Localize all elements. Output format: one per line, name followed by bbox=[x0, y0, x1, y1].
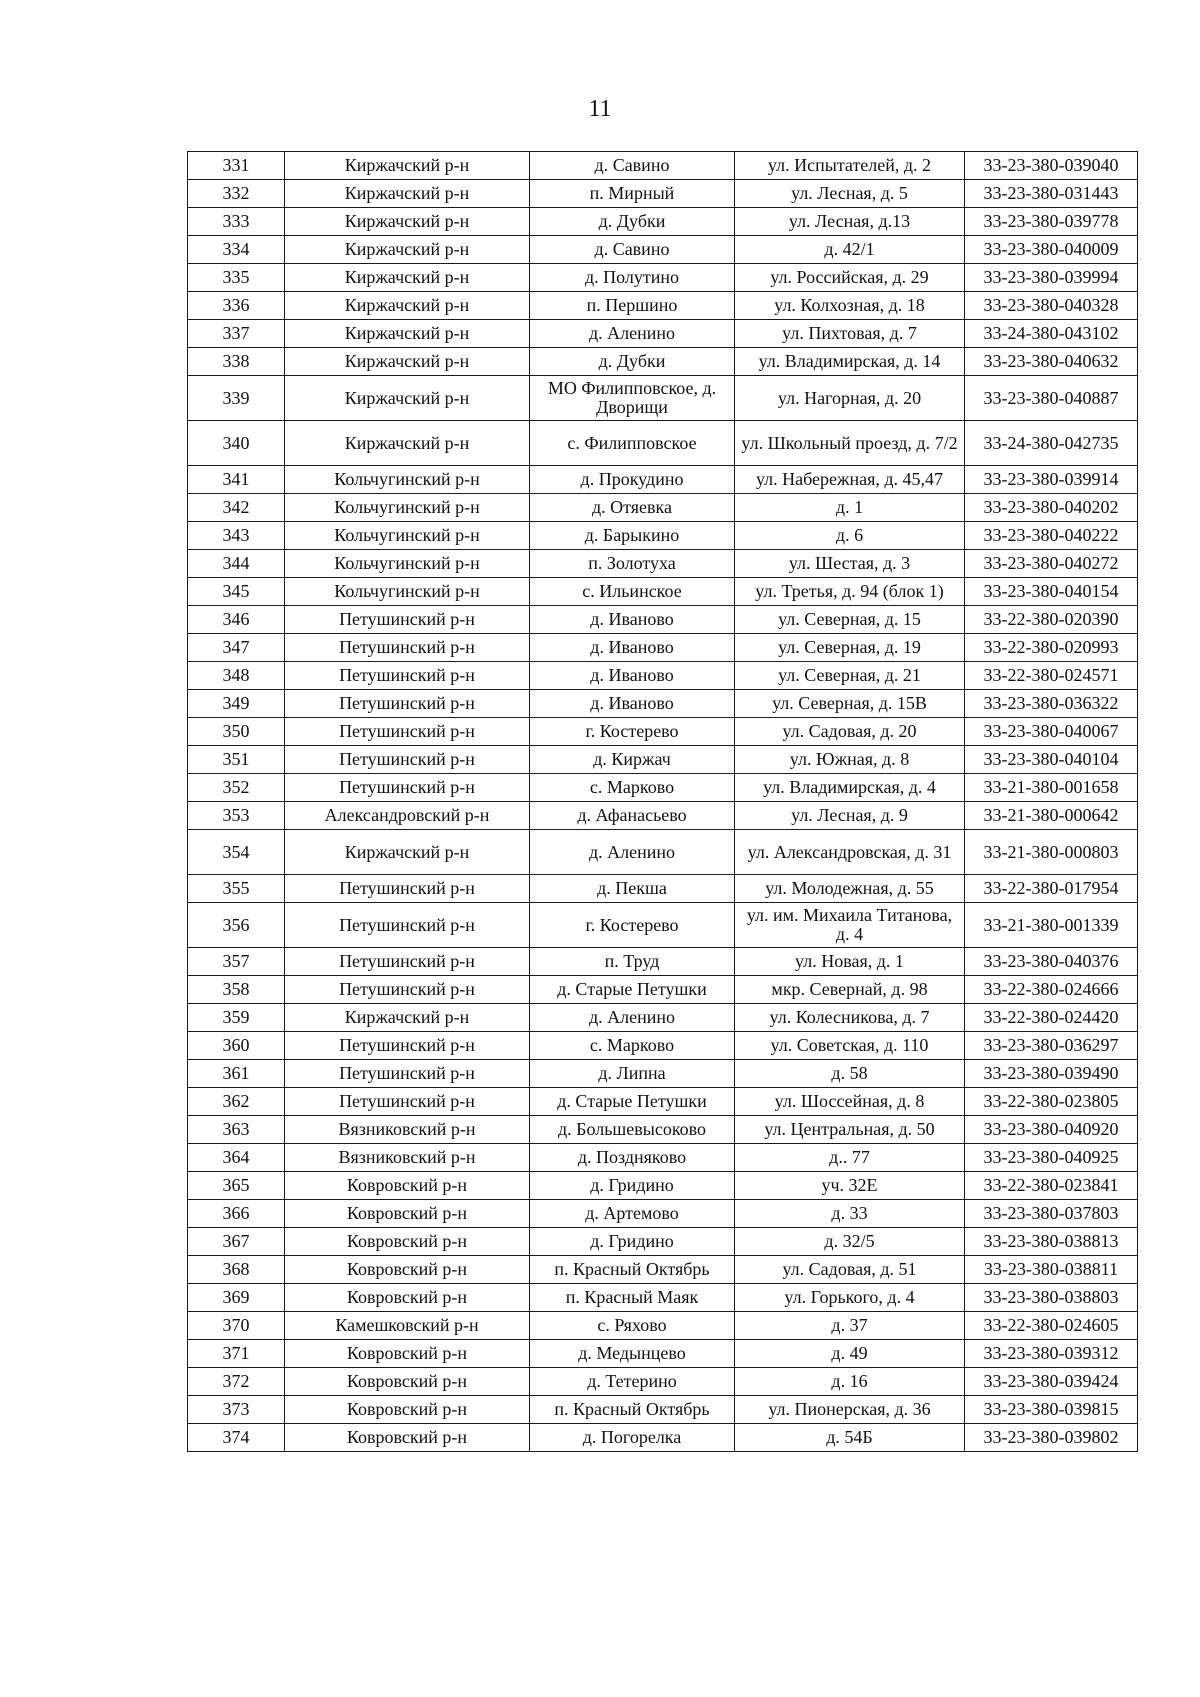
settlement-cell: д. Дубки bbox=[530, 348, 735, 376]
cadastral-number-cell: 33-23-380-040009 bbox=[965, 236, 1138, 264]
address-cell: д. 49 bbox=[735, 1340, 965, 1368]
row-number-cell: 334 bbox=[188, 236, 285, 264]
table-body bbox=[188, 152, 1138, 1452]
district-cell: Ковровский р-н bbox=[285, 1396, 530, 1424]
row-number-cell: 336 bbox=[188, 292, 285, 320]
cadastral-number-cell: 33-22-380-017954 bbox=[965, 875, 1138, 903]
settlement-cell: д. Иваново bbox=[530, 634, 735, 662]
address-cell: ул. Советская, д. 110 bbox=[735, 1032, 965, 1060]
table-row bbox=[188, 1284, 1138, 1312]
district-cell: Петушинский р-н bbox=[285, 875, 530, 903]
page-number: 11 bbox=[588, 96, 612, 122]
address-cell: ул. Садовая, д. 20 bbox=[735, 718, 965, 746]
table-row bbox=[188, 802, 1138, 830]
address-cell: мкр. Севернай, д. 98 bbox=[735, 976, 965, 1004]
row-number-cell: 340 bbox=[188, 421, 285, 466]
cadastral-number-cell: 33-23-380-039490 bbox=[965, 1060, 1138, 1088]
district-cell: Киржачский р-н bbox=[285, 292, 530, 320]
row-number-cell: 366 bbox=[188, 1200, 285, 1228]
district-cell: Ковровский р-н bbox=[285, 1228, 530, 1256]
district-cell: Петушинский р-н bbox=[285, 662, 530, 690]
cadastral-number-cell: 33-23-380-040222 bbox=[965, 522, 1138, 550]
table-row bbox=[188, 578, 1138, 606]
table-row bbox=[188, 948, 1138, 976]
table-row bbox=[188, 875, 1138, 903]
settlement-cell: д. Иваново bbox=[530, 690, 735, 718]
cadastral-number-cell: 33-23-380-040632 bbox=[965, 348, 1138, 376]
settlement-cell: д. Медынцево bbox=[530, 1340, 735, 1368]
district-cell: Петушинский р-н bbox=[285, 634, 530, 662]
row-number-cell: 348 bbox=[188, 662, 285, 690]
district-cell: Киржачский р-н bbox=[285, 152, 530, 180]
row-number-cell: 355 bbox=[188, 875, 285, 903]
cadastral-number-cell: 33-23-380-040925 bbox=[965, 1144, 1138, 1172]
district-cell: Петушинский р-н bbox=[285, 948, 530, 976]
row-number-cell: 337 bbox=[188, 320, 285, 348]
district-cell: Киржачский р-н bbox=[285, 320, 530, 348]
settlement-cell: п. Красный Октябрь bbox=[530, 1396, 735, 1424]
address-cell: д. 58 bbox=[735, 1060, 965, 1088]
settlement-cell: д. Барыкино bbox=[530, 522, 735, 550]
settlement-cell: д. Старые Петушки bbox=[530, 976, 735, 1004]
settlement-cell: п. Красный Октябрь bbox=[530, 1256, 735, 1284]
table-row bbox=[188, 1200, 1138, 1228]
settlement-cell: с. Ряхово bbox=[530, 1312, 735, 1340]
cadastral-number-cell: 33-23-380-031443 bbox=[965, 180, 1138, 208]
table-row bbox=[188, 1228, 1138, 1256]
settlement-cell: д. Аленино bbox=[530, 320, 735, 348]
table-row bbox=[188, 1116, 1138, 1144]
address-cell: уч. 32Е bbox=[735, 1172, 965, 1200]
address-cell: ул. Молодежная, д. 55 bbox=[735, 875, 965, 903]
settlement-cell: МО Филипповское, д. Дворищи bbox=[530, 376, 735, 421]
table-row bbox=[188, 1032, 1138, 1060]
table-row bbox=[188, 292, 1138, 320]
cadastral-number-cell: 33-23-380-040067 bbox=[965, 718, 1138, 746]
cadastral-number-cell: 33-22-380-024666 bbox=[965, 976, 1138, 1004]
cadastral-number-cell: 33-23-380-037803 bbox=[965, 1200, 1138, 1228]
row-number-cell: 371 bbox=[188, 1340, 285, 1368]
cadastral-number-cell: 33-23-380-040920 bbox=[965, 1116, 1138, 1144]
table-row bbox=[188, 1424, 1138, 1452]
address-cell: д. 16 bbox=[735, 1368, 965, 1396]
cadastral-number-cell: 33-23-380-039424 bbox=[965, 1368, 1138, 1396]
table-row bbox=[188, 634, 1138, 662]
district-cell: Камешковский р-н bbox=[285, 1312, 530, 1340]
table-row bbox=[188, 264, 1138, 292]
district-cell: Киржачский р-н bbox=[285, 208, 530, 236]
cadastral-number-cell: 33-23-380-039040 bbox=[965, 152, 1138, 180]
table-row bbox=[188, 1060, 1138, 1088]
table-row bbox=[188, 662, 1138, 690]
table-row bbox=[188, 180, 1138, 208]
address-cell: д. 1 bbox=[735, 494, 965, 522]
cadastral-number-cell: 33-24-380-043102 bbox=[965, 320, 1138, 348]
settlement-cell: д. Иваново bbox=[530, 606, 735, 634]
district-cell: Кольчугинский р-н bbox=[285, 522, 530, 550]
settlement-cell: д. Аленино bbox=[530, 1004, 735, 1032]
address-cell: ул. Шоссейная, д. 8 bbox=[735, 1088, 965, 1116]
cadastral-number-cell: 33-23-380-039312 bbox=[965, 1340, 1138, 1368]
cadastral-number-cell: 33-21-380-001658 bbox=[965, 774, 1138, 802]
table-row bbox=[188, 466, 1138, 494]
row-number-cell: 369 bbox=[188, 1284, 285, 1312]
table-row bbox=[188, 1312, 1138, 1340]
cadastral-number-cell: 33-23-380-038803 bbox=[965, 1284, 1138, 1312]
row-number-cell: 349 bbox=[188, 690, 285, 718]
table-row bbox=[188, 1340, 1138, 1368]
cadastral-number-cell: 33-23-380-040202 bbox=[965, 494, 1138, 522]
cadastral-number-cell: 33-23-380-039778 bbox=[965, 208, 1138, 236]
district-cell: Киржачский р-н bbox=[285, 830, 530, 875]
cadastral-number-cell: 33-23-380-039815 bbox=[965, 1396, 1138, 1424]
settlement-cell: д. Аленино bbox=[530, 830, 735, 875]
table-row bbox=[188, 348, 1138, 376]
row-number-cell: 338 bbox=[188, 348, 285, 376]
address-cell: д. 32/5 bbox=[735, 1228, 965, 1256]
district-cell: Кольчугинский р-н bbox=[285, 466, 530, 494]
row-number-cell: 346 bbox=[188, 606, 285, 634]
row-number-cell: 353 bbox=[188, 802, 285, 830]
address-cell: ул. Колхозная, д. 18 bbox=[735, 292, 965, 320]
cadastral-number-cell: 33-21-380-000803 bbox=[965, 830, 1138, 875]
district-cell: Ковровский р-н bbox=[285, 1172, 530, 1200]
district-cell: Киржачский р-н bbox=[285, 421, 530, 466]
district-cell: Киржачский р-н bbox=[285, 1004, 530, 1032]
address-cell: ул. Пионерская, д. 36 bbox=[735, 1396, 965, 1424]
cadastral-number-cell: 33-22-380-024571 bbox=[965, 662, 1138, 690]
cadastral-number-cell: 33-23-380-040272 bbox=[965, 550, 1138, 578]
district-cell: Ковровский р-н bbox=[285, 1284, 530, 1312]
row-number-cell: 333 bbox=[188, 208, 285, 236]
settlement-cell: д. Киржач bbox=[530, 746, 735, 774]
table-row bbox=[188, 320, 1138, 348]
cadastral-number-cell: 33-23-380-038811 bbox=[965, 1256, 1138, 1284]
address-cell: ул. Испытателей, д. 2 bbox=[735, 152, 965, 180]
settlement-cell: г. Костерево bbox=[530, 903, 735, 948]
district-cell: Петушинский р-н bbox=[285, 903, 530, 948]
settlement-cell: д. Иваново bbox=[530, 662, 735, 690]
address-cell: ул. Александровская, д. 31 bbox=[735, 830, 965, 875]
address-cell: ул. Нагорная, д. 20 bbox=[735, 376, 965, 421]
address-cell: ул. Лесная, д.13 bbox=[735, 208, 965, 236]
settlement-cell: д. Старые Петушки bbox=[530, 1088, 735, 1116]
row-number-cell: 345 bbox=[188, 578, 285, 606]
table-row bbox=[188, 830, 1138, 875]
cadastral-number-cell: 33-23-380-038813 bbox=[965, 1228, 1138, 1256]
settlement-cell: п. Першино bbox=[530, 292, 735, 320]
address-cell: ул. Лесная, д. 5 bbox=[735, 180, 965, 208]
row-number-cell: 350 bbox=[188, 718, 285, 746]
district-cell: Петушинский р-н bbox=[285, 746, 530, 774]
cadastral-number-cell: 33-23-380-039802 bbox=[965, 1424, 1138, 1452]
address-cell: ул. Северная, д. 15 bbox=[735, 606, 965, 634]
settlement-cell: д. Артемово bbox=[530, 1200, 735, 1228]
district-cell: Киржачский р-н bbox=[285, 264, 530, 292]
address-cell: д. 54Б bbox=[735, 1424, 965, 1452]
table-row bbox=[188, 1396, 1138, 1424]
district-cell: Ковровский р-н bbox=[285, 1200, 530, 1228]
address-cell: ул. Российская, д. 29 bbox=[735, 264, 965, 292]
address-cell: ул. Владимирская, д. 4 bbox=[735, 774, 965, 802]
cadastral-number-cell: 33-22-380-023805 bbox=[965, 1088, 1138, 1116]
address-cell: д. 33 bbox=[735, 1200, 965, 1228]
address-cell: д. 37 bbox=[735, 1312, 965, 1340]
row-number-cell: 335 bbox=[188, 264, 285, 292]
district-cell: Ковровский р-н bbox=[285, 1368, 530, 1396]
cadastral-number-cell: 33-24-380-042735 bbox=[965, 421, 1138, 466]
district-cell: Петушинский р-н bbox=[285, 976, 530, 1004]
row-number-cell: 341 bbox=[188, 466, 285, 494]
row-number-cell: 373 bbox=[188, 1396, 285, 1424]
cadastral-number-cell: 33-23-380-040376 bbox=[965, 948, 1138, 976]
district-cell: Киржачский р-н bbox=[285, 376, 530, 421]
address-cell: д. 6 bbox=[735, 522, 965, 550]
district-cell: Петушинский р-н bbox=[285, 1060, 530, 1088]
row-number-cell: 367 bbox=[188, 1228, 285, 1256]
cadastral-number-cell: 33-22-380-020390 bbox=[965, 606, 1138, 634]
address-cell: ул. Центральная, д. 50 bbox=[735, 1116, 965, 1144]
row-number-cell: 364 bbox=[188, 1144, 285, 1172]
address-cell: ул. Школьный проезд, д. 7/2 bbox=[735, 421, 965, 466]
table-row bbox=[188, 903, 1138, 948]
row-number-cell: 365 bbox=[188, 1172, 285, 1200]
row-number-cell: 339 bbox=[188, 376, 285, 421]
table-row bbox=[188, 208, 1138, 236]
district-cell: Киржачский р-н bbox=[285, 348, 530, 376]
cadastral-number-cell: 33-23-380-039914 bbox=[965, 466, 1138, 494]
district-cell: Киржачский р-н bbox=[285, 180, 530, 208]
row-number-cell: 354 bbox=[188, 830, 285, 875]
settlement-cell: с. Филипповское bbox=[530, 421, 735, 466]
cadastral-number-cell: 33-21-380-001339 bbox=[965, 903, 1138, 948]
address-cell: ул. Южная, д. 8 bbox=[735, 746, 965, 774]
settlement-cell: г. Костерево bbox=[530, 718, 735, 746]
cadastral-number-cell: 33-22-380-023841 bbox=[965, 1172, 1138, 1200]
table-row bbox=[188, 1172, 1138, 1200]
settlement-cell: п. Труд bbox=[530, 948, 735, 976]
row-number-cell: 357 bbox=[188, 948, 285, 976]
address-cell: д. 42/1 bbox=[735, 236, 965, 264]
table-row bbox=[188, 718, 1138, 746]
district-cell: Петушинский р-н bbox=[285, 606, 530, 634]
row-number-cell: 370 bbox=[188, 1312, 285, 1340]
settlement-cell: п. Красный Маяк bbox=[530, 1284, 735, 1312]
address-cell: ул. Шестая, д. 3 bbox=[735, 550, 965, 578]
row-number-cell: 343 bbox=[188, 522, 285, 550]
district-cell: Вязниковский р-н bbox=[285, 1116, 530, 1144]
district-cell: Петушинский р-н bbox=[285, 1088, 530, 1116]
address-cell: ул. Новая, д. 1 bbox=[735, 948, 965, 976]
district-cell: Кольчугинский р-н bbox=[285, 578, 530, 606]
row-number-cell: 361 bbox=[188, 1060, 285, 1088]
cadastral-number-cell: 33-21-380-000642 bbox=[965, 802, 1138, 830]
cadastral-number-cell: 33-23-380-040104 bbox=[965, 746, 1138, 774]
table-row bbox=[188, 1368, 1138, 1396]
cadastral-number-cell: 33-23-380-040887 bbox=[965, 376, 1138, 421]
address-cell: ул. им. Михаила Титанова, д. 4 bbox=[735, 903, 965, 948]
district-cell: Ковровский р-н bbox=[285, 1256, 530, 1284]
address-cell: д.. 77 bbox=[735, 1144, 965, 1172]
address-cell: ул. Владимирская, д. 14 bbox=[735, 348, 965, 376]
table-row bbox=[188, 494, 1138, 522]
row-number-cell: 331 bbox=[188, 152, 285, 180]
cadastral-number-cell: 33-23-380-036297 bbox=[965, 1032, 1138, 1060]
row-number-cell: 347 bbox=[188, 634, 285, 662]
address-cell: ул. Лесная, д. 9 bbox=[735, 802, 965, 830]
row-number-cell: 351 bbox=[188, 746, 285, 774]
settlement-cell: п. Мирный bbox=[530, 180, 735, 208]
row-number-cell: 356 bbox=[188, 903, 285, 948]
settlement-cell: д. Дубки bbox=[530, 208, 735, 236]
settlement-cell: д. Липна bbox=[530, 1060, 735, 1088]
settlement-cell: д. Савино bbox=[530, 152, 735, 180]
district-cell: Кольчугинский р-н bbox=[285, 494, 530, 522]
row-number-cell: 352 bbox=[188, 774, 285, 802]
address-cell: ул. Северная, д. 19 bbox=[735, 634, 965, 662]
row-number-cell: 344 bbox=[188, 550, 285, 578]
row-number-cell: 342 bbox=[188, 494, 285, 522]
district-cell: Александровский р-н bbox=[285, 802, 530, 830]
row-number-cell: 363 bbox=[188, 1116, 285, 1144]
district-cell: Ковровский р-н bbox=[285, 1340, 530, 1368]
address-cell: ул. Колесникова, д. 7 bbox=[735, 1004, 965, 1032]
table-row bbox=[188, 746, 1138, 774]
row-number-cell: 374 bbox=[188, 1424, 285, 1452]
settlement-cell: д. Полутино bbox=[530, 264, 735, 292]
settlement-cell: д. Савино bbox=[530, 236, 735, 264]
cadastral-number-cell: 33-23-380-039994 bbox=[965, 264, 1138, 292]
settlement-cell: д. Большевысоково bbox=[530, 1116, 735, 1144]
address-cell: ул. Пихтовая, д. 7 bbox=[735, 320, 965, 348]
settlement-cell: д. Поздняково bbox=[530, 1144, 735, 1172]
table-row bbox=[188, 152, 1138, 180]
table-row bbox=[188, 236, 1138, 264]
cadastral-number-cell: 33-23-380-040328 bbox=[965, 292, 1138, 320]
address-cell: ул. Набережная, д. 45,47 bbox=[735, 466, 965, 494]
settlement-cell: с. Ильинское bbox=[530, 578, 735, 606]
district-cell: Вязниковский р-н bbox=[285, 1144, 530, 1172]
settlement-cell: д. Погорелка bbox=[530, 1424, 735, 1452]
row-number-cell: 359 bbox=[188, 1004, 285, 1032]
row-number-cell: 360 bbox=[188, 1032, 285, 1060]
table-row bbox=[188, 376, 1138, 421]
settlement-cell: д. Отяевка bbox=[530, 494, 735, 522]
settlement-cell: п. Золотуха bbox=[530, 550, 735, 578]
table-row bbox=[188, 690, 1138, 718]
settlement-cell: д. Гридино bbox=[530, 1172, 735, 1200]
row-number-cell: 368 bbox=[188, 1256, 285, 1284]
cadastral-number-cell: 33-23-380-036322 bbox=[965, 690, 1138, 718]
table-row bbox=[188, 976, 1138, 1004]
table-row bbox=[188, 522, 1138, 550]
district-cell: Кольчугинский р-н bbox=[285, 550, 530, 578]
cadastral-number-cell: 33-22-380-024605 bbox=[965, 1312, 1138, 1340]
settlement-cell: с. Марково bbox=[530, 1032, 735, 1060]
settlement-cell: д. Афанасьево bbox=[530, 802, 735, 830]
district-cell: Киржачский р-н bbox=[285, 236, 530, 264]
address-cell: ул. Горького, д. 4 bbox=[735, 1284, 965, 1312]
address-cell: ул. Северная, д. 21 bbox=[735, 662, 965, 690]
settlement-cell: с. Марково bbox=[530, 774, 735, 802]
address-cell: ул. Северная, д. 15В bbox=[735, 690, 965, 718]
objects-table bbox=[187, 151, 1138, 1452]
district-cell: Петушинский р-н bbox=[285, 718, 530, 746]
settlement-cell: д. Тетерино bbox=[530, 1368, 735, 1396]
table-row bbox=[188, 1004, 1138, 1032]
district-cell: Ковровский р-н bbox=[285, 1424, 530, 1452]
settlement-cell: д. Прокудино bbox=[530, 466, 735, 494]
table-row bbox=[188, 1088, 1138, 1116]
address-cell: ул. Садовая, д. 51 bbox=[735, 1256, 965, 1284]
table-row bbox=[188, 606, 1138, 634]
row-number-cell: 332 bbox=[188, 180, 285, 208]
row-number-cell: 358 bbox=[188, 976, 285, 1004]
settlement-cell: д. Гридино bbox=[530, 1228, 735, 1256]
address-cell: ул. Третья, д. 94 (блок 1) bbox=[735, 578, 965, 606]
cadastral-number-cell: 33-23-380-040154 bbox=[965, 578, 1138, 606]
table-row bbox=[188, 421, 1138, 466]
table-row bbox=[188, 550, 1138, 578]
row-number-cell: 362 bbox=[188, 1088, 285, 1116]
district-cell: Петушинский р-н bbox=[285, 774, 530, 802]
district-cell: Петушинский р-н bbox=[285, 1032, 530, 1060]
table-row bbox=[188, 774, 1138, 802]
row-number-cell: 372 bbox=[188, 1368, 285, 1396]
table-row bbox=[188, 1256, 1138, 1284]
table-row bbox=[188, 1144, 1138, 1172]
settlement-cell: д. Пекша bbox=[530, 875, 735, 903]
cadastral-number-cell: 33-22-380-020993 bbox=[965, 634, 1138, 662]
district-cell: Петушинский р-н bbox=[285, 690, 530, 718]
cadastral-number-cell: 33-22-380-024420 bbox=[965, 1004, 1138, 1032]
